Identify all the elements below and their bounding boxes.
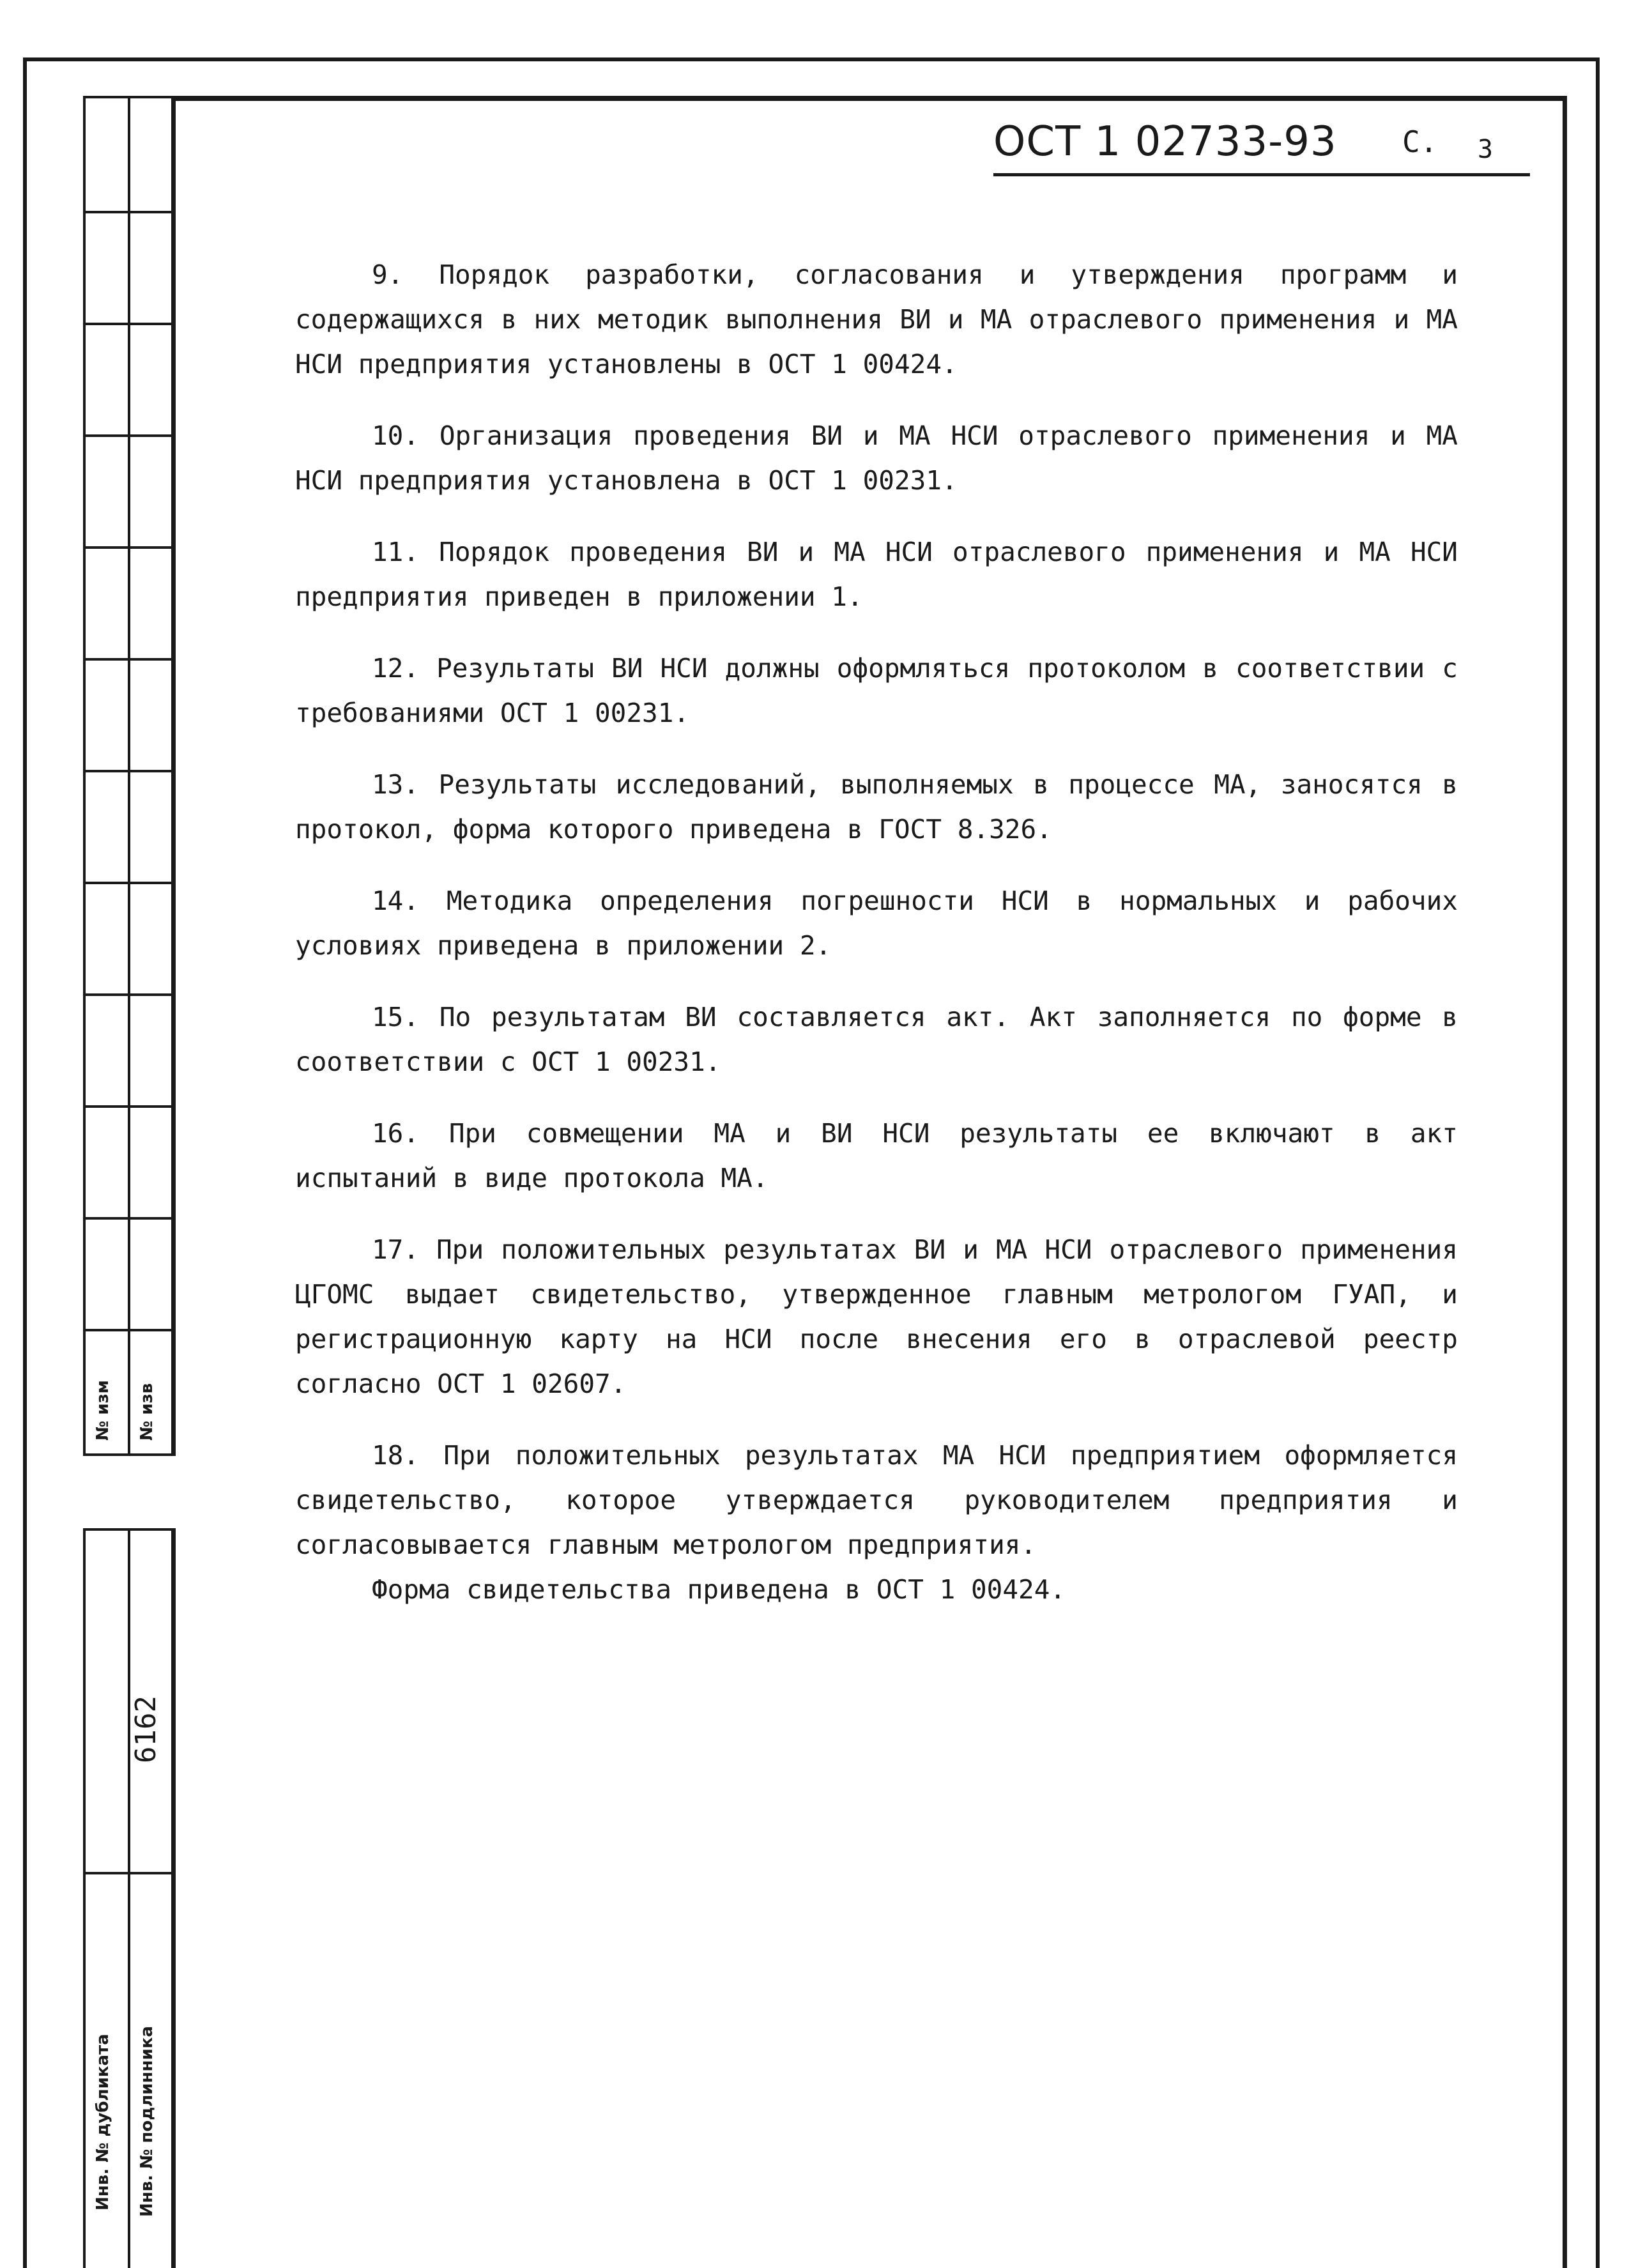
notice-number-label: № изв bbox=[137, 1383, 157, 1441]
paragraph-11: 11. Порядок проведения ВИ и МА НСИ отраслевого применения и МА НСИ предприятия приведен в приложении 1. bbox=[295, 537, 1458, 612]
paragraph-17: 17. При положительных результатах ВИ и МА НСИ отраслевого применения ЦГОМС выдает свидетельство, утвержденное главным метрологом ГУАП, и регистрационную карту на НСИ после внесения его в отраслевой реестр согласно ОСТ 1 02607. bbox=[295, 1234, 1458, 1399]
paragraph-certificate-form: Форма свидетельства приведена в ОСТ 1 00424. bbox=[372, 1574, 1066, 1605]
stamp-strip-rule bbox=[83, 546, 172, 549]
stamp-strip-rule bbox=[83, 1872, 172, 1874]
stamp-strip-rule bbox=[83, 323, 172, 325]
original-inventory-label: Инв. № подлинника bbox=[137, 2026, 157, 2217]
original-inventory-value: 6162 bbox=[130, 1696, 162, 1763]
stamp-strip-rule bbox=[83, 1528, 172, 1531]
duplicate-inventory-label: Инв. № дубликата bbox=[93, 2034, 112, 2211]
stamp-strip-rule bbox=[83, 434, 172, 437]
paragraph-16: 16. При совмещении МА и ВИ НСИ результаты ее включают в акт испытаний в виде протокола МА. bbox=[295, 1118, 1458, 1193]
paragraph-15: 15. По результатам ВИ составляется акт. Акт заполняется по форме в соответствии с ОСТ 1 00231. bbox=[295, 1002, 1458, 1077]
stamp-strip-rule bbox=[83, 882, 172, 884]
stamp-strip-rule bbox=[83, 1105, 172, 1108]
paragraph-14: 14. Методика определения погрешности НСИ в нормальных и рабочих условиях приведена в приложении 2. bbox=[295, 885, 1458, 961]
change-number-label: № изм bbox=[93, 1380, 112, 1441]
document-header bbox=[993, 118, 1530, 176]
stamp-strip-rule bbox=[83, 1217, 172, 1220]
stamp-strip-rule bbox=[83, 993, 172, 996]
document-code: ОСТ 1 02733-93 bbox=[993, 118, 1337, 165]
stamp-strip-rule bbox=[83, 211, 172, 213]
page-label: С. bbox=[1402, 125, 1438, 159]
stamp-strip-rule bbox=[83, 770, 172, 772]
stamp-strip-column-right bbox=[128, 96, 170, 2268]
stamp-strip-rule bbox=[83, 96, 172, 98]
paragraph-13: 13. Результаты исследований, выполняемых в процессе МА, заносятся в протокол, форма которого приведена в ГОСТ 8.326. bbox=[295, 769, 1458, 845]
stamp-strip-rule bbox=[83, 1329, 172, 1331]
paragraph-18: 18. При положительных результатах МА НСИ предприятием оформляется свидетельство, которое утверждается руководителем предприятия и согласовывается главным метрологом предприятия. bbox=[295, 1440, 1458, 1560]
document-body bbox=[295, 252, 1458, 1639]
paragraph-9: 9. Порядок разработки, согласования и утверждения программ и содержащихся в них методик выполнения ВИ и МА отраслевого применения и МА НСИ предприятия установлены в ОСТ 1 00424. bbox=[295, 259, 1458, 379]
stamp-strip-gap bbox=[80, 1456, 176, 1528]
page-number: 3 bbox=[1478, 135, 1494, 164]
stamp-strip-column-left bbox=[83, 96, 125, 2268]
paragraph-12: 12. Результаты ВИ НСИ должны оформляться протоколом в соответствии с требованиями ОСТ 1 00231. bbox=[295, 653, 1458, 728]
paragraph-10: 10. Организация проведения ВИ и МА НСИ отраслевого применения и МА НСИ предприятия установлена в ОСТ 1 00231. bbox=[295, 420, 1458, 496]
header-underline bbox=[993, 173, 1530, 176]
stamp-strip-rule bbox=[83, 658, 172, 661]
